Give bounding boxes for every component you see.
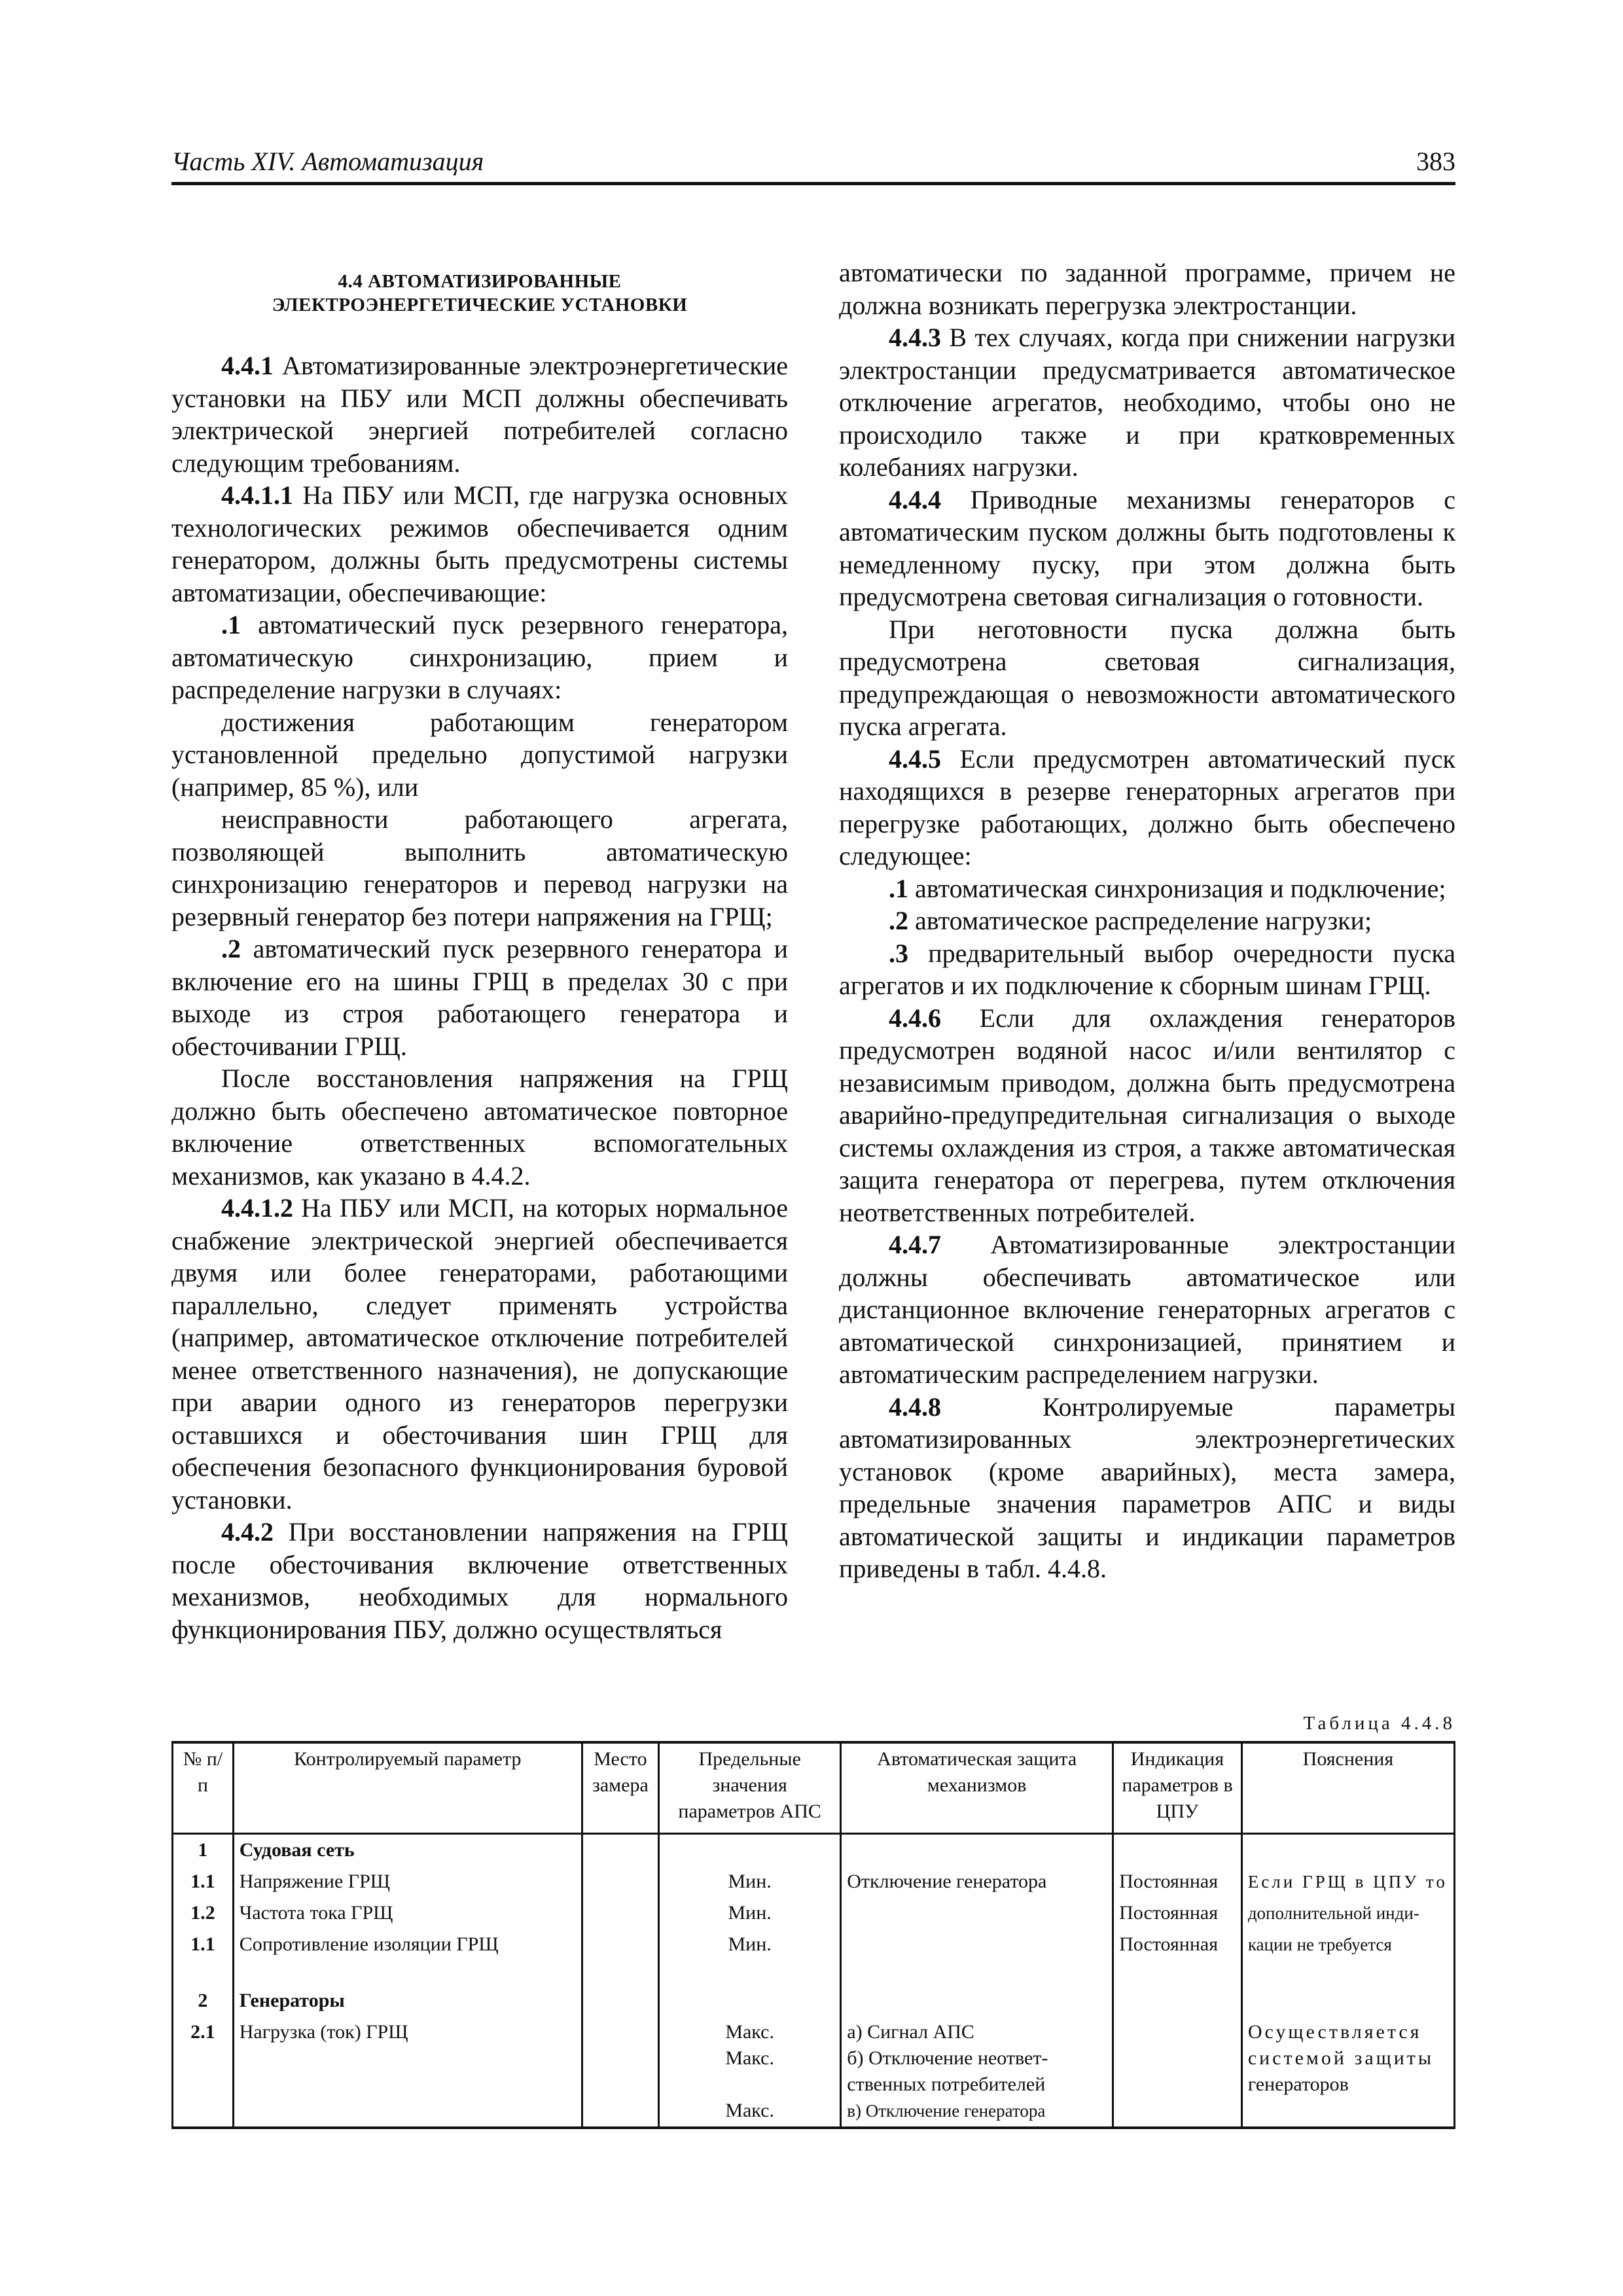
paragraph-text: На ПБУ или МСП, где нагрузка основных технологических режимов обеспечивается одним генератором, должны быть предусмотрены системы автоматизации, обеспечивающие: bbox=[171, 480, 788, 607]
header-num: № п/п bbox=[173, 1742, 234, 1834]
table-row-group-2 bbox=[173, 1985, 1455, 2017]
paragraph bbox=[171, 1516, 788, 1645]
header-indication: Индикация параметров в ЦПУ bbox=[1113, 1742, 1242, 1834]
row-limits bbox=[659, 2017, 841, 2128]
paragraph-text: достижения работающим генератором установленной предельно допустимой нагрузки (например, 85 %), или bbox=[171, 707, 788, 802]
row-num: 1.1 bbox=[173, 1866, 234, 1897]
clause-number: 4.4.1.1 bbox=[221, 480, 293, 510]
table-row bbox=[173, 1897, 1455, 1929]
paragraph-text: При неготовности пуска должна быть предусмотрена световая сигнализация, предупреждающая о невозможности автоматического пуска агрегата. bbox=[839, 614, 1455, 741]
paragraph-text: автоматическое распределение нагрузки; bbox=[908, 906, 1372, 935]
running-header-title: Часть XIV. Автоматизация bbox=[171, 147, 484, 176]
row-limit: Мин. bbox=[659, 1897, 841, 1929]
paragraph bbox=[839, 321, 1455, 484]
clause-number: 4.4.8 bbox=[889, 1391, 941, 1422]
paragraph bbox=[839, 905, 1455, 937]
paragraph-text: предварительный выбор очередности пуска агрегатов и их подключение к сборным шинам ГРЩ. bbox=[839, 938, 1455, 1000]
paragraph bbox=[839, 1002, 1455, 1229]
paragraph bbox=[171, 803, 788, 933]
row-note: кации не требуется bbox=[1241, 1929, 1454, 1960]
clause-number: 4.4.1 bbox=[221, 351, 274, 380]
right-paragraphs bbox=[839, 257, 1455, 1585]
paragraph bbox=[839, 937, 1455, 1002]
page-number: 383 bbox=[1416, 147, 1455, 176]
row-indication: Постоянная bbox=[1113, 1866, 1242, 1897]
paragraph bbox=[171, 609, 788, 706]
row-note bbox=[1241, 2017, 1454, 2128]
paragraph-text: автоматически по заданной программе, причем не должна возникать перегрузка электростанции. bbox=[839, 258, 1455, 320]
protection-b-line-1: б) Отключение неответ- bbox=[847, 2047, 1048, 2069]
right-column bbox=[839, 257, 1455, 1585]
clause-number: .1 bbox=[221, 610, 241, 639]
row-param: Напряжение ГРЩ bbox=[233, 1866, 582, 1897]
row-num: 1.1 bbox=[173, 1929, 234, 1960]
table-row bbox=[173, 1866, 1455, 1897]
row-note: дополнительной инди- bbox=[1241, 1897, 1454, 1929]
row-note: Если ГРЩ в ЦПУ то bbox=[1241, 1866, 1454, 1897]
limit-c: Макс. bbox=[725, 2100, 774, 2121]
row-protection bbox=[841, 2017, 1113, 2128]
paragraph-text: Если для охлаждения генераторов предусмотрен водяной насос и/или вентилятор с независимым приводом, должна быть предусмотрена аварийно-предупредительная сигнализация о выходе системы охлаждения из строя, а также автоматическая защита генератора от перегрева, путем отключения неответственных потребителей. bbox=[839, 1003, 1455, 1227]
paragraph bbox=[171, 479, 788, 609]
table-header-row bbox=[173, 1742, 1455, 1834]
protection-b-line-2: ственных потребителей bbox=[847, 2073, 1046, 2095]
clause-number: 4.4.4 bbox=[889, 484, 941, 514]
clause-number: 4.4.7 bbox=[889, 1230, 941, 1259]
paragraph-text: На ПБУ или МСП, на которых нормальное снабжение электрической энергией обеспечивается двумя или более генераторами, работающими параллельно, следует применять устройства (например, автоматическое отключение потребителей менее ответственного назначения), не допускающие при аварии одного из генераторов перегрузки оставшихся и обесточивания шин ГРЩ для обеспечения безопасного функционирования буровой установки. bbox=[171, 1193, 788, 1515]
note-line-2: системой защиты bbox=[1247, 2047, 1435, 2069]
group-2-name: Генераторы bbox=[233, 1985, 582, 2017]
paragraph-text: Контролируемые параметры автоматизированных электроэнергетических установок (кроме аварийных), места замера, предельные значения параметров АПС и виды автоматической защиты и индикации параметров приведены в табл. 4.4.8. bbox=[839, 1391, 1455, 1583]
paragraph bbox=[171, 1192, 788, 1516]
paragraph-text: неисправности работающего агрегата, позволяющей выполнить автоматическую синхронизацию генераторов и перевод нагрузки на резервный генератор без потери напряжения на ГРЩ; bbox=[171, 804, 788, 931]
paragraph bbox=[839, 1229, 1455, 1391]
paragraph bbox=[171, 933, 788, 1062]
running-header bbox=[171, 143, 1455, 185]
paragraph-text: автоматическая синхронизация и подключение; bbox=[908, 873, 1446, 903]
parameters-table bbox=[171, 1741, 1455, 2129]
left-paragraphs bbox=[171, 350, 788, 1645]
section-title-line-2: ЭЛЕКТРОЭНЕРГЕТИЧЕСКИЕ УСТАНОВКИ bbox=[272, 295, 688, 315]
row-protection: Отключение генератора bbox=[841, 1866, 1113, 1897]
row-param: Нагрузка (ток) ГРЩ bbox=[233, 2017, 582, 2128]
note-line-3: генераторов bbox=[1247, 2073, 1349, 2095]
row-protection bbox=[841, 1897, 1113, 1929]
table-row bbox=[173, 2017, 1455, 2128]
header-notes: Пояснения bbox=[1241, 1742, 1454, 1834]
row-indication: Постоянная bbox=[1113, 1929, 1242, 1960]
left-column bbox=[171, 257, 788, 1645]
clause-number: .2 bbox=[889, 906, 908, 935]
clause-number: 4.4.3 bbox=[889, 323, 941, 352]
clause-number: 4.4.5 bbox=[889, 744, 941, 774]
note-line-1: Осуществляется bbox=[1247, 2021, 1422, 2043]
paragraph bbox=[171, 706, 788, 804]
section-title-line-1: 4.4 АВТОМАТИЗИРОВАННЫЕ bbox=[338, 271, 622, 292]
row-limit: Мин. bbox=[659, 1866, 841, 1897]
limit-b: Макс. bbox=[725, 2047, 774, 2069]
clause-number: 4.4.2 bbox=[221, 1517, 274, 1547]
table-row-group-1 bbox=[173, 1834, 1455, 1867]
protection-a: а) Сигнал АПС bbox=[847, 2021, 974, 2043]
paragraph-text: Если предусмотрен автоматический пуск находящихся в резерве генераторных агрегатов при перегрузке работающих, должно быть обеспечено следующее: bbox=[839, 744, 1455, 870]
paragraph bbox=[171, 1062, 788, 1192]
header-place: Место замера bbox=[582, 1742, 658, 1834]
paragraph-text: При восстановлении напряжения на ГРЩ после обесточивания включение ответственных механизмов, необходимых для нормального функционирования ПБУ, должно осуществляться bbox=[171, 1517, 788, 1644]
row-param: Сопротивление изоляции ГРЩ bbox=[233, 1929, 582, 1960]
table-caption: Таблица 4.4.8 bbox=[1303, 1713, 1455, 1734]
row-indication: Постоянная bbox=[1113, 1897, 1242, 1929]
row-limit: Мин. bbox=[659, 1929, 841, 1960]
paragraph bbox=[839, 743, 1455, 872]
clause-number: 4.4.1.2 bbox=[221, 1193, 293, 1223]
row-protection bbox=[841, 1929, 1113, 1960]
paragraph bbox=[839, 872, 1455, 905]
header-limits: Предельные значения параметров АПС bbox=[659, 1742, 841, 1834]
paragraph-text: автоматический пуск резервного генератора и включение его на шины ГРЩ в пределах 30 с при выходе из строя работающего генератора и обесточивании ГРЩ. bbox=[171, 934, 788, 1061]
header-param: Контролируемый параметр bbox=[233, 1742, 582, 1834]
paragraph-text: Автоматизированные электростанции должны обеспечивать автоматическое или дистанционное включение генераторных агрегатов с автоматической синхронизацией, принятием и автоматическим распределением нагрузки. bbox=[839, 1230, 1455, 1389]
group-1-name: Судовая сеть bbox=[233, 1834, 582, 1867]
paragraph-text: В тех случаях, когда при снижении нагрузки электростанции предусматривается автоматическое отключение агрегатов, необходимо, чтобы оно не происходило также и при кратковременных колебаниях нагрузки. bbox=[839, 323, 1455, 482]
section-title bbox=[171, 270, 788, 317]
paragraph-text: Автоматизированные электроэнергетические установки на ПБУ или МСП должны обеспечивать электрической энергией потребителей согласно следующим требованиям. bbox=[171, 351, 788, 478]
paragraph bbox=[839, 1391, 1455, 1585]
clause-number: .3 bbox=[889, 938, 908, 968]
protection-c: в) Отключение генератора bbox=[847, 2101, 1046, 2121]
clause-number: .1 bbox=[889, 873, 908, 903]
row-param: Частота тока ГРЩ bbox=[233, 1897, 582, 1929]
row-num: 1.2 bbox=[173, 1897, 234, 1929]
paragraph-text: Приводные механизмы генераторов с автоматическим пуском должны быть подготовлены к немедленному пуску, при этом должна быть предусмотрена световая сигнализация о готовности. bbox=[839, 484, 1455, 611]
limit-a: Макс. bbox=[725, 2021, 774, 2043]
row-num: 2.1 bbox=[173, 2017, 234, 2128]
table-row bbox=[173, 1929, 1455, 1960]
table-spacer-row bbox=[173, 1960, 1455, 1985]
group-1-num: 1 bbox=[173, 1834, 234, 1867]
paragraph-text: автоматический пуск резервного генератора, автоматическую синхронизацию, прием и распределение нагрузки в случаях: bbox=[171, 610, 788, 704]
paragraph-text: После восстановления напряжения на ГРЩ должно быть обеспечено автоматическое повторное включение ответственных вспомогательных механизмов, как указано в 4.4.2. bbox=[171, 1064, 788, 1191]
paragraph bbox=[839, 484, 1455, 613]
paragraph bbox=[839, 613, 1455, 743]
clause-number: 4.4.6 bbox=[889, 1003, 941, 1033]
paragraph bbox=[171, 350, 788, 479]
group-2-num: 2 bbox=[173, 1985, 234, 2017]
paragraph bbox=[839, 257, 1455, 321]
clause-number: .2 bbox=[221, 934, 241, 963]
header-protection: Автоматическая защита механизмов bbox=[841, 1742, 1113, 1834]
